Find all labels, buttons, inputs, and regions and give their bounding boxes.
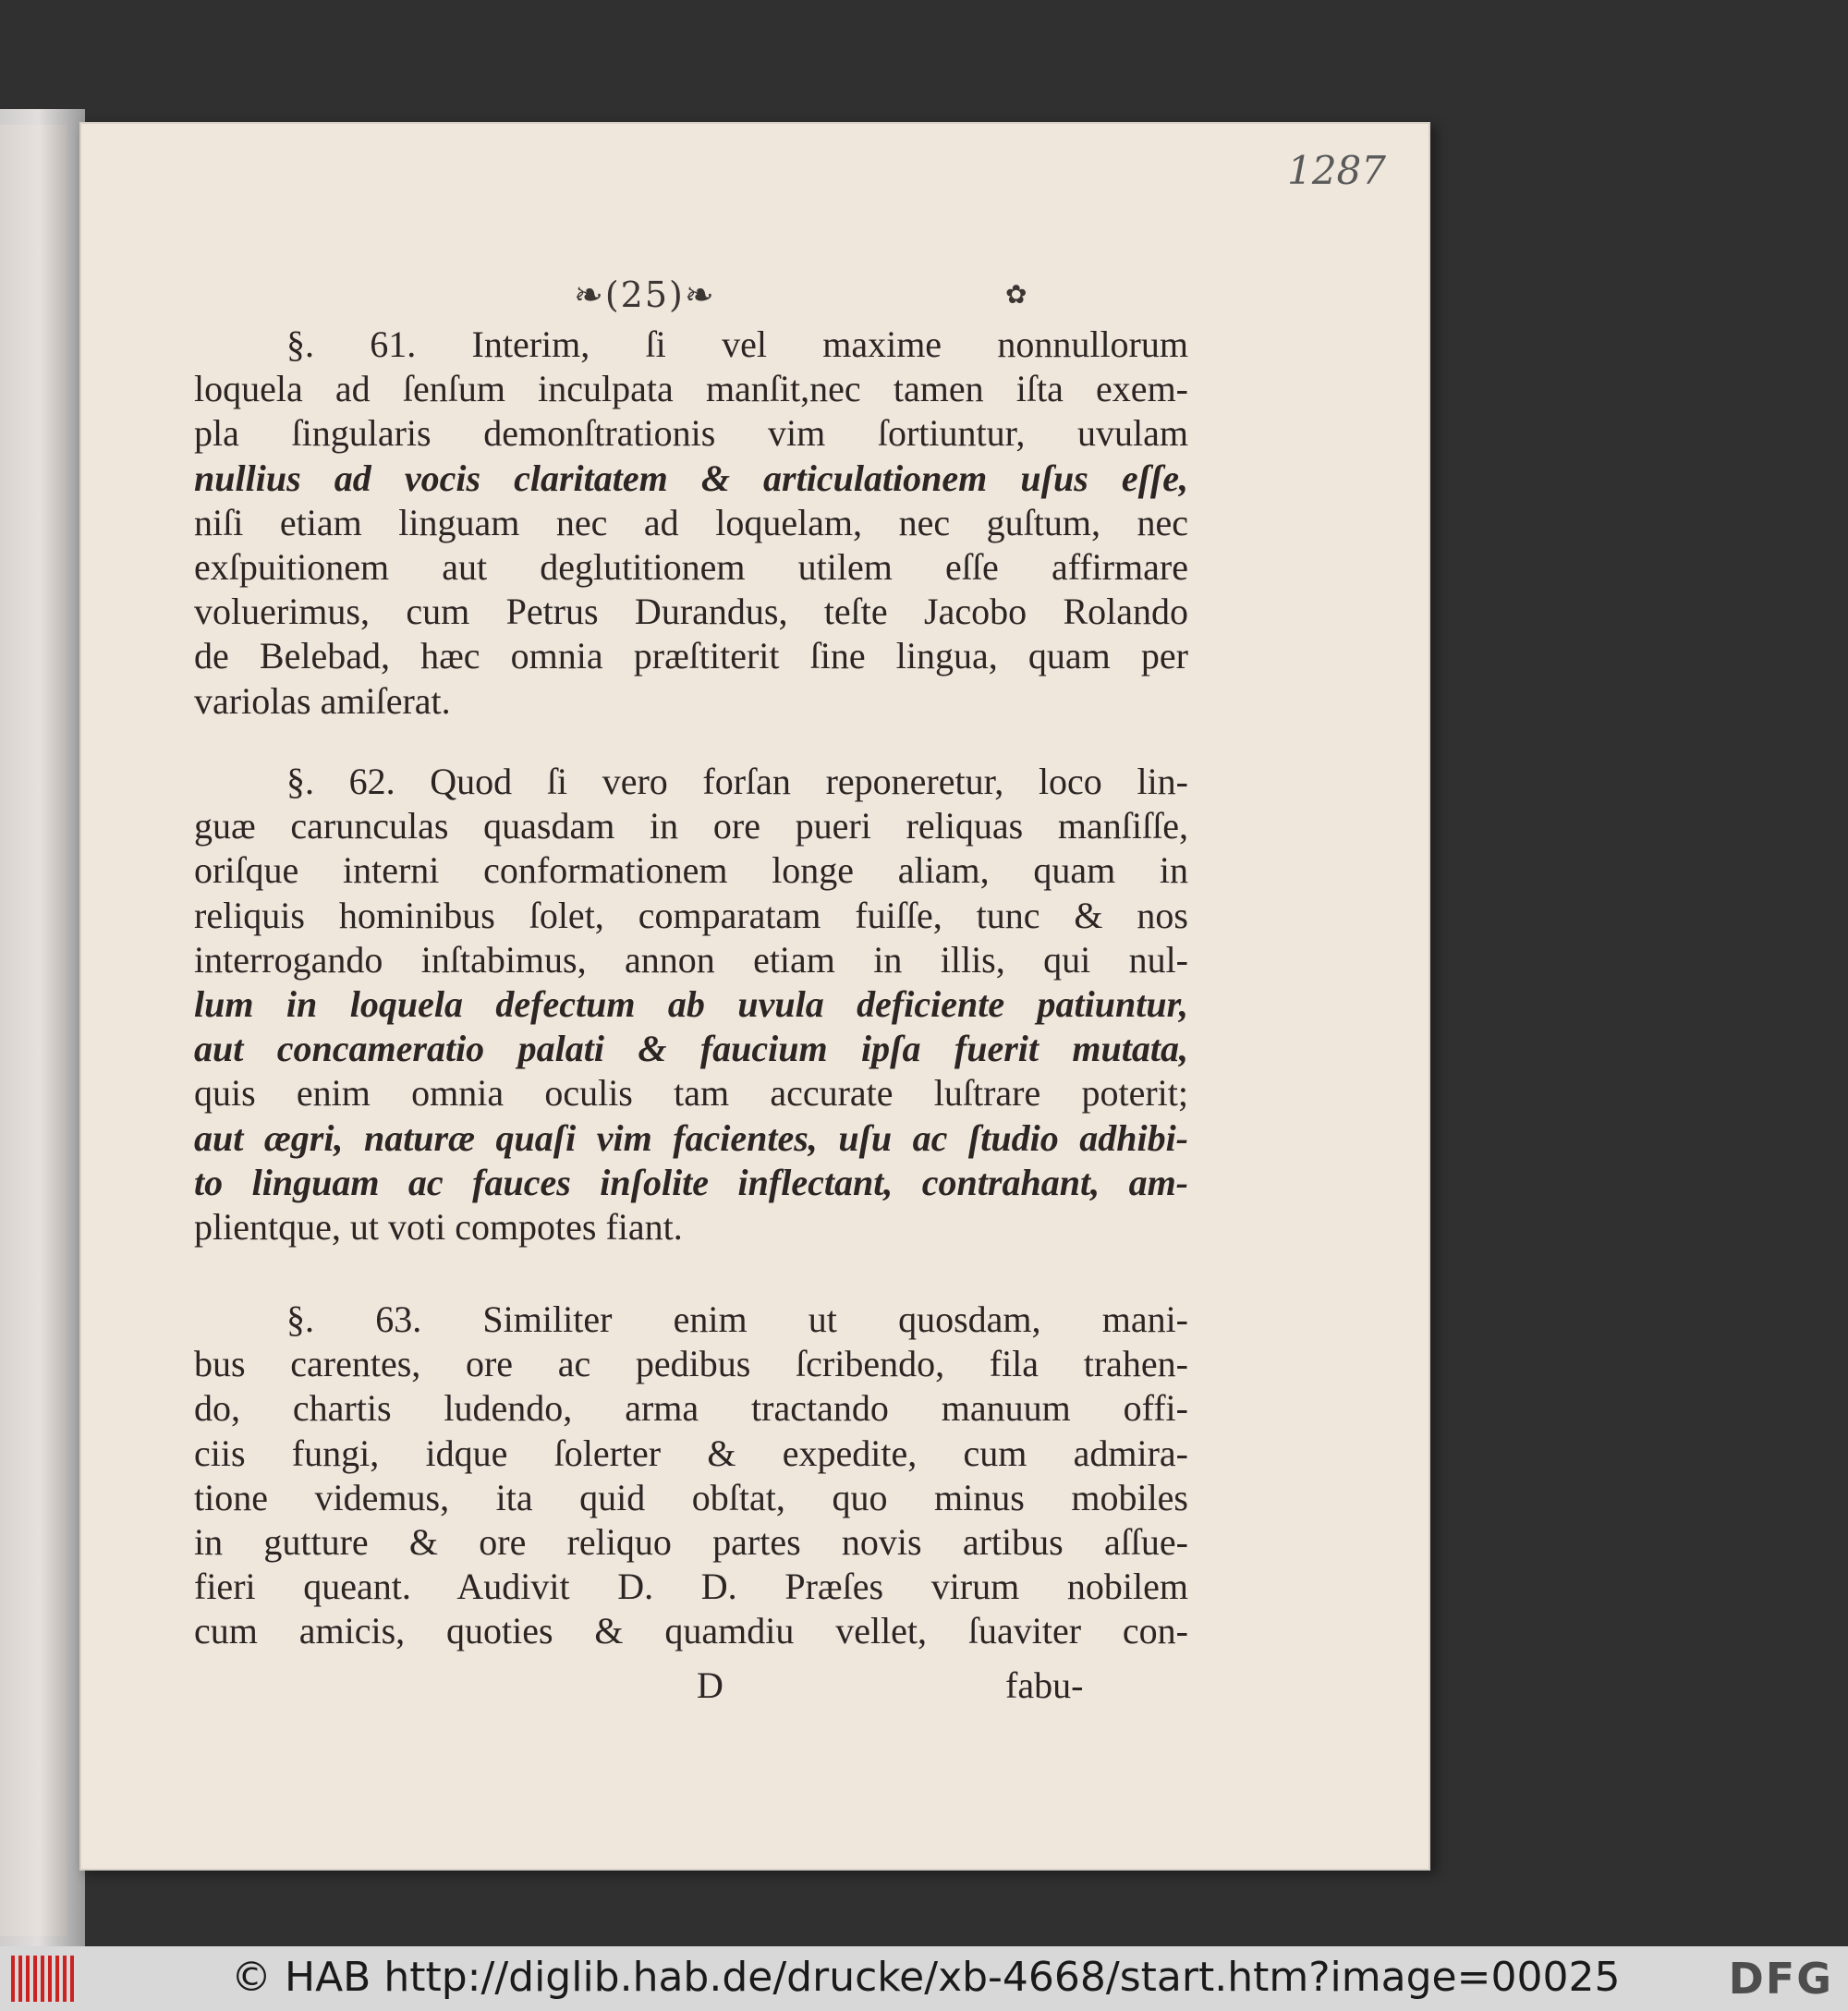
paragraph-63 — [194, 1298, 1188, 1654]
text-line: do, chartis ludendo, arma tractando manuum offi- — [194, 1387, 1188, 1430]
barcode-icon — [11, 1956, 78, 2002]
paragraph-61 — [194, 323, 1188, 724]
text-line: variolas amiſerat. — [194, 679, 451, 722]
text-line: niſi etiam linguam nec ad loquelam, nec guſtum, nec — [194, 501, 1188, 543]
text-line: quis enim omnia oculis tam accurate luſtrare poterit; — [194, 1072, 1188, 1115]
footer-bar — [0, 1946, 1848, 2011]
text-line: in gutture & ore reliquo partes novis artibus aſſue- — [194, 1521, 1188, 1564]
text-line: interrogando inſtabimus, annon etiam in illis, qui nul- — [194, 938, 1188, 981]
text-line: exſpuitionem aut deglutitionem utilem eſſe affirmare — [194, 546, 1188, 589]
text-line: §. 61. Interim, ſi vel maxime nonnullorum — [286, 323, 1188, 365]
text-line: cum amicis, quoties & quamdiu vellet, ſuaviter con- — [194, 1610, 1188, 1652]
text-line: pla ſingularis demonſtrationis vim ſortiuntur, uvulam — [194, 412, 1188, 455]
text-line: tione videmus, ita quid obſtat, quo minus mobiles — [194, 1476, 1188, 1518]
text-line: §. 63. Similiter enim ut quosdam, mani- — [286, 1298, 1188, 1340]
facing-page-edge — [0, 125, 67, 1936]
book-page — [79, 122, 1430, 1871]
signature-mark: D — [697, 1664, 723, 1706]
text-line: de Belebad, hæc omnia præſtiterit ſine lingua, quam per — [194, 635, 1188, 677]
ornament-dot-icon: ✿ — [1005, 279, 1027, 310]
text-line: to linguam ac fauces inſolite inflectant, contrahant, am- — [194, 1161, 1188, 1203]
text-line: lum in loquela defectum ab uvula deficiente patiuntur, — [194, 983, 1188, 1026]
text-line: oriſque interni conformationem longe aliam, quam in — [194, 849, 1188, 892]
text-line: ciis fungi, idque ſolerter & expedite, cum admira- — [194, 1432, 1188, 1474]
footer-link[interactable]: © HAB http://diglib.hab.de/drucke/xb-4668/start.htm?image=00025 — [231, 1954, 1621, 2001]
dfg-logo: DFG — [1728, 1954, 1833, 2004]
text-line: plientque, ut voti compotes fiant. — [194, 1206, 683, 1249]
text-line: aut concameratio palati & faucium ipſa fuerit mutata, — [194, 1028, 1188, 1070]
page-header: ❧(25)❧ — [574, 274, 716, 315]
text-line: reliquis hominibus ſolet, comparatam fuiſſe, tunc & nos — [194, 894, 1188, 936]
page-number-header: (25) — [604, 274, 685, 315]
handwritten-page-number: 1287 — [1287, 148, 1386, 193]
text-line: loquela ad ſenſum inculpata manſit,nec tamen iſta exem- — [194, 368, 1188, 410]
text-line: bus carentes, ore ac pedibus ſcribendo, fila trahen- — [194, 1343, 1188, 1385]
catchword: fabu- — [1005, 1664, 1084, 1706]
text-line: §. 62. Quod ſi vero forſan reponeretur, loco lin- — [286, 761, 1188, 802]
text-line: nullius ad vocis claritatem & articulationem uſus eſſe, — [194, 457, 1188, 499]
text-line: voluerimus, cum Petrus Durandus, teſte Jacobo Rolando — [194, 591, 1188, 633]
text-line: fieri queant. Audivit D. D. Præſes virum nobilem — [194, 1566, 1188, 1608]
text-line: guæ carunculas quasdam in ore pueri reliquas manſiſſe, — [194, 805, 1188, 847]
text-line: aut ægri, naturæ quaſi vim facientes, uſu ac ſtudio adhibi- — [194, 1116, 1188, 1159]
paragraph-62 — [194, 760, 1188, 1249]
